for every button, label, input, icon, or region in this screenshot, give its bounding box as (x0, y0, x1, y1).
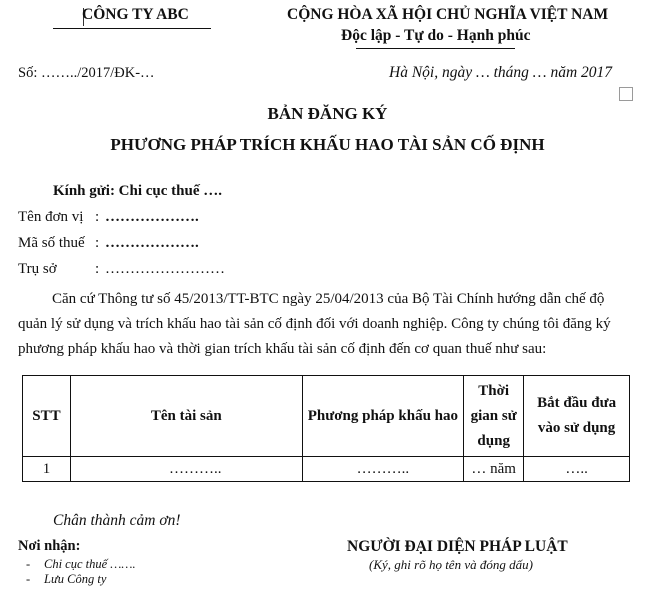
cell-stt[interactable]: 1 (23, 457, 71, 482)
table-header-row (23, 376, 630, 457)
body-line: phương pháp khấu hao và thời gian trích khấu tài sản cố định đến cơ quan thuế như sau: (18, 341, 547, 357)
field-label: Mã số thuế (18, 235, 85, 251)
recipient-text: Lưu Công ty (44, 572, 107, 586)
recipient-item (26, 572, 106, 587)
field-label: Tên đơn vị (18, 209, 84, 225)
field-label: Trụ sở (18, 261, 57, 277)
field-colon: : (95, 235, 100, 251)
motto-underline (356, 48, 515, 49)
representative-note: (Ký, ghi rõ họ tên và đóng dấu) (369, 557, 533, 572)
recipient-item (26, 557, 136, 572)
col-header-depreciation-method: Phương pháp khấu hao (302, 376, 464, 457)
body-line: Căn cứ Thông tư số 45/2013/TT-BTC ngày 25/04/2013 của Bộ Tài Chính hướng dẫn chế độ (52, 291, 605, 307)
recipient-text: Chi cục thuế ……. (44, 557, 136, 571)
cell-useful-life[interactable]: … năm (464, 457, 524, 482)
recipients-title: Nơi nhận: (18, 538, 81, 554)
cell-asset-name[interactable]: ……….. (70, 457, 302, 482)
national-motto: Độc lập - Tự do - Hạnh phúc (341, 27, 531, 44)
table-row (23, 457, 630, 482)
col-header-asset-name: Tên tài sản (70, 376, 302, 457)
place-date: Hà Nội, ngày … tháng … năm 2017 (389, 64, 613, 81)
layout-options-checkbox[interactable] (619, 87, 633, 101)
field-colon: : (95, 261, 100, 277)
field-value[interactable]: ………………. (105, 235, 199, 251)
representative-title: NGƯỜI ĐẠI DIỆN PHÁP LUẬT (347, 538, 568, 555)
document-number: Số: ……../2017/ĐK-… (18, 65, 155, 81)
company-name: CÔNG TY ABC (82, 6, 189, 23)
document-subtitle: PHƯƠNG PHÁP TRÍCH KHẤU HAO TÀI SẢN CỐ ĐỊNH (110, 135, 545, 154)
field-value[interactable]: ………………. (105, 209, 199, 225)
addressee: Kính gửi: Chi cục thuế …. (53, 183, 223, 199)
col-header-stt: STT (23, 376, 71, 457)
thanks-text: Chân thành cảm ơn! (53, 512, 181, 529)
asset-table (22, 375, 630, 482)
field-value[interactable]: …………………… (105, 261, 225, 277)
document-title: BẢN ĐĂNG KÝ (267, 104, 388, 123)
company-underline (53, 28, 211, 29)
list-dash: - (26, 572, 31, 586)
body-line: quản lý sử dụng và trích khấu hao tài sản cố định đối với doanh nghiệp. Công ty chúng tôi đăng ký (18, 316, 611, 332)
col-header-useful-life: Thời gian sử dụng (464, 376, 524, 457)
list-dash: - (26, 557, 31, 571)
field-colon: : (95, 209, 100, 225)
cell-start-date[interactable]: ….. (524, 457, 630, 482)
body-paragraph (18, 287, 638, 362)
cell-depreciation-method[interactable]: ……….. (302, 457, 464, 482)
nation-name: CỘNG HÒA XÃ HỘI CHỦ NGHĨA VIỆT NAM (287, 6, 609, 23)
col-header-start-date: Bắt đầu đưa vào sử dụng (524, 376, 630, 457)
